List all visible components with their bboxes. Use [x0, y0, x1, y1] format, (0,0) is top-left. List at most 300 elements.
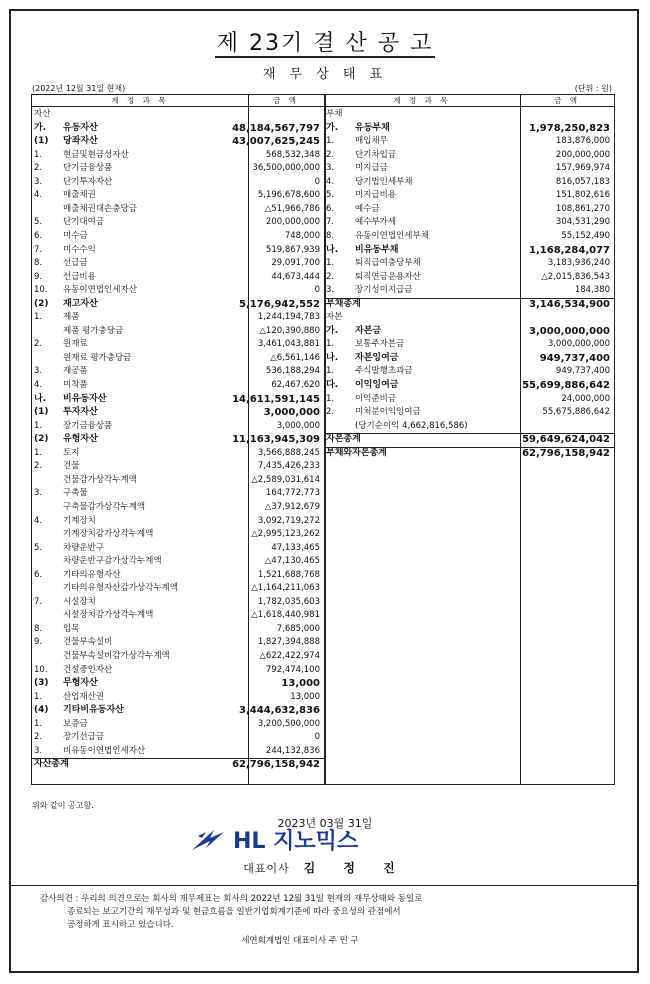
page-title: 제 23기 결 산 공 고 [216, 31, 434, 56]
table-row [32, 189, 324, 203]
table-row [324, 162, 614, 176]
account-label: 구축물감가상각누계액 [63, 501, 146, 512]
table-row [32, 338, 324, 352]
table-row [32, 149, 324, 163]
amount-value: 304,531,290 [555, 217, 610, 228]
table-row [32, 230, 324, 244]
row-number: 3. [34, 176, 43, 187]
table-row [324, 406, 614, 420]
row-number: 7. [34, 244, 43, 255]
account-label: 보증금 [63, 718, 88, 729]
table-row [32, 216, 324, 230]
table-row [324, 325, 614, 339]
table-row [32, 311, 324, 325]
amount-value: 949,737,400 [555, 366, 610, 377]
amount-value: 0 [314, 176, 320, 187]
table-row [32, 433, 324, 447]
amount-value: △6,561,146 [270, 352, 320, 363]
account-label: 장기선급금 [63, 732, 105, 743]
table-row [32, 284, 324, 298]
row-number: 5. [326, 190, 335, 201]
table-row [32, 501, 324, 515]
account-label: 부채총계 [326, 298, 361, 309]
account-label: 자본총계 [326, 434, 361, 445]
row-number: 2. [34, 163, 43, 174]
amount-value: 59,649,624,042 [522, 434, 610, 446]
row-number: 2. [326, 407, 335, 418]
auditor-signature: 세연회계법인 대표이사 주 민 구 [241, 936, 359, 946]
amount-value: 792,474,100 [265, 664, 320, 675]
account-label: 재공품 [63, 366, 88, 377]
account-label: 매출채권대손충당금 [63, 203, 137, 214]
table-row [32, 542, 324, 556]
amount-value: 536,188,294 [265, 366, 320, 377]
table-row [324, 433, 614, 447]
table-row [32, 555, 324, 569]
amount-value: △37,912,679 [264, 501, 320, 512]
account-label: 단기대여금 [63, 217, 105, 228]
amount-value: 200,000,000 [555, 149, 610, 160]
row-number: 1. [326, 136, 335, 147]
account-label: 선급금 [63, 258, 88, 269]
amount-value: 24,000,000 [561, 393, 610, 404]
account-label: 기계장치감가상각누계액 [63, 529, 154, 540]
row-number: 4. [34, 515, 43, 526]
total-divider [32, 758, 324, 759]
account-label: 건물감가상각누계액 [63, 474, 137, 485]
amount-value: 568,532,348 [265, 149, 320, 160]
row-number: 가. [326, 122, 339, 133]
table-row [32, 596, 324, 610]
account-label: 자본 [326, 312, 343, 323]
table-row [32, 758, 324, 772]
amount-value: △120,390,880 [259, 325, 320, 336]
table-row [32, 352, 324, 366]
table-row [324, 230, 614, 244]
ceo-signature [0, 859, 650, 876]
account-label: 당좌자산 [63, 136, 98, 147]
table-row [32, 718, 324, 732]
table-row [324, 379, 614, 393]
account-label: 장기성미지급금 [355, 285, 413, 296]
account-label: 유동부채 [355, 122, 390, 133]
amount-value: 1,827,394,888 [257, 637, 320, 648]
amount-value: 816,057,183 [555, 176, 610, 187]
row-number: 나. [326, 244, 339, 255]
account-label: 당기법인세부채 [355, 176, 413, 187]
amount-value: 55,152,490 [561, 230, 610, 241]
account-label: 재고자산 [63, 298, 98, 309]
account-label: 차량운반구 [63, 542, 105, 553]
amount-value: 1,168,284,077 [529, 244, 610, 256]
account-label: 토지 [63, 447, 80, 458]
row-number: 가. [34, 122, 47, 133]
account-label: 단기차입금 [355, 149, 397, 160]
row-number: 3. [34, 745, 43, 756]
table-row [324, 311, 614, 325]
row-number: 7. [326, 217, 335, 228]
account-label: 비유동부채 [355, 244, 399, 255]
amount-value: 11,163,945,309 [232, 434, 320, 446]
row-number: 3. [326, 285, 335, 296]
account-label: 자본금 [355, 325, 382, 336]
amount-value: 3,000,000 [276, 420, 320, 431]
amount-value: 3,000,000,000 [547, 339, 610, 350]
account-label: 유형자산 [63, 434, 98, 445]
table-row [32, 636, 324, 650]
amount-value: △622,422,974 [259, 651, 320, 661]
table-row [324, 257, 614, 271]
table-row [324, 352, 614, 366]
ceo-name: 김 정 진 [303, 861, 407, 875]
table-row [324, 271, 614, 285]
account-label: 비유동이연법인세자산 [63, 745, 146, 756]
row-number: 1. [326, 258, 335, 269]
audit-line: 종료되는 보고기간의 재무성과 및 현금흐름을 일반기업회계기준에 따라 중요성의 관점에서 [67, 907, 401, 917]
account-label: 매입채무 [355, 136, 388, 147]
header-right-item: 계 정 과 목 [324, 95, 520, 107]
table-row [32, 691, 324, 705]
account-label: 건물 [63, 461, 80, 472]
amount-value: 1,978,250,823 [529, 122, 610, 134]
amount-value: 244,132,836 [265, 745, 320, 756]
table-row [32, 474, 324, 488]
amount-value: 3,092,719,272 [257, 515, 320, 526]
table-row [32, 704, 324, 718]
account-label: 예수부가세 [355, 217, 397, 228]
amount-value: △2,015,836,543 [541, 271, 610, 282]
account-label: 미수수익 [63, 244, 96, 255]
amount-value: 164,772,773 [265, 488, 320, 499]
row-number: 2. [34, 732, 43, 743]
row-number: 1. [326, 393, 335, 404]
amount-value: 949,737,400 [539, 352, 610, 364]
account-label: 구축물 [63, 488, 88, 499]
amount-value: 36,500,000,000 [252, 163, 320, 174]
table-row [32, 406, 324, 420]
account-label: 비유동자산 [63, 393, 107, 404]
row-number: 3. [34, 488, 43, 499]
amount-value: 1,521,688,768 [257, 569, 320, 580]
table-row [324, 149, 614, 163]
row-number: 1. [34, 149, 43, 160]
table-row [324, 447, 614, 461]
statement-subtitle: 재 무 상 태 표 [262, 67, 388, 82]
table-row [32, 135, 324, 149]
row-number: 1. [34, 312, 43, 323]
row-number: 1. [34, 718, 43, 729]
logo-text: HL 지노믹스 [233, 829, 359, 854]
row-number: 2. [34, 461, 43, 472]
account-label: 산업재산권 [63, 691, 105, 702]
table-row [32, 298, 324, 312]
table-row [32, 460, 324, 474]
closing-text: 위와 같이 공고함. [32, 801, 94, 810]
row-number: 가. [326, 325, 339, 336]
table-row [32, 487, 324, 501]
amount-value: 3,461,043,881 [257, 339, 320, 350]
amount-value: 3,444,632,836 [239, 705, 320, 717]
row-number: 8. [34, 623, 43, 634]
table-row [32, 365, 324, 379]
row-number: 5. [34, 542, 43, 553]
table-row [324, 216, 614, 230]
account-label: 현금및현금성자산 [63, 149, 129, 160]
amount-value: 184,380 [574, 285, 610, 296]
account-label: 시설장치감가상각누계액 [63, 610, 154, 621]
amount-value: 108,861,270 [555, 203, 610, 214]
amount-value: 1,782,035,603 [257, 596, 320, 607]
amount-value: 13,000 [281, 678, 320, 690]
row-number: 4. [34, 190, 43, 201]
header-left-amount: 금 액 [248, 95, 324, 107]
table-row [32, 379, 324, 393]
row-number: 10. [34, 285, 48, 296]
amount-value: △47,130,465 [264, 556, 320, 567]
row-number: 6. [34, 569, 43, 580]
row-number: (3) [34, 678, 49, 689]
balance-sheet-table [31, 94, 615, 785]
total-divider [324, 298, 614, 299]
account-label: 기타의유형자산감가상각누계액 [63, 583, 178, 594]
account-label: 유동이연법인세부채 [355, 230, 429, 241]
table-row [32, 731, 324, 745]
row-number: 9. [34, 637, 43, 648]
table-row [32, 650, 324, 664]
account-label: 자산총계 [34, 759, 69, 770]
row-number: 1. [34, 447, 43, 458]
row-number: 9. [34, 271, 43, 282]
account-label: 부채와자본총계 [326, 447, 387, 458]
row-number: 2. [34, 339, 43, 350]
total-divider [324, 447, 614, 448]
account-label: 매출채권 [63, 190, 96, 201]
audit-line: 공정하게 표시하고 있습니다. [67, 920, 174, 930]
table-row [32, 203, 324, 217]
amount-value: 14,611,591,145 [232, 393, 320, 405]
row-number: 3. [34, 366, 43, 377]
amount-value: 62,467,620 [271, 380, 320, 390]
amount-value: 183,876,000 [555, 136, 610, 147]
amount-value: 0 [314, 732, 320, 743]
amount-value: 3,200,500,000 [257, 718, 320, 729]
table-row [32, 528, 324, 542]
amount-value: 48,184,567,797 [232, 122, 320, 134]
company-logo [188, 826, 448, 854]
amount-value: 55,699,886,642 [522, 380, 610, 391]
amount-value: 13,000 [290, 691, 320, 702]
account-label: 시설장치 [63, 596, 96, 607]
amount-value: 3,000,000,000 [529, 325, 610, 337]
amount-value: 200,000,000 [265, 217, 320, 228]
amount-value: 47,133,465 [271, 542, 320, 553]
account-label: 이익잉여금 [355, 380, 399, 390]
table-row [324, 338, 614, 352]
table-row [32, 664, 324, 678]
account-label: 임목 [63, 623, 80, 634]
amount-value: 62,796,158,942 [522, 447, 610, 459]
row-number: 4. [326, 176, 335, 187]
table-row [32, 393, 324, 407]
row-number: (4) [34, 705, 49, 716]
account-label: 부채 [326, 109, 343, 119]
table-row [32, 244, 324, 258]
amount-value: 44,673,444 [271, 271, 320, 282]
table-row [324, 365, 614, 379]
row-number: (2) [34, 298, 49, 309]
account-label: 주식발행초과금 [355, 366, 413, 377]
amount-value: 0 [314, 285, 320, 296]
table-row [32, 609, 324, 623]
account-label: 장기금융상품 [63, 420, 113, 431]
row-number: 6. [326, 203, 335, 214]
account-label: 미지급비용 [355, 190, 397, 201]
audit-line: 감사의견 : 우리의 의견으로는 회사의 재무제표는 회사의 2022년 12월 31일 현재의 재무상태와 동일로 [40, 894, 423, 904]
amount-value: 62,796,158,942 [232, 759, 320, 771]
account-label: 유동자산 [63, 122, 98, 133]
table-row [324, 122, 614, 136]
table-row [324, 203, 614, 217]
account-label: 자본잉여금 [355, 352, 399, 363]
row-number: 1. [34, 420, 43, 431]
row-number: 4. [34, 380, 43, 390]
table-row [32, 176, 324, 190]
row-number: 3. [326, 163, 335, 174]
header-left-item: 계 정 과 목 [32, 95, 248, 107]
row-number: (2) [34, 434, 49, 445]
amount-value: 151,802,616 [555, 190, 610, 201]
audit-opinion [40, 893, 540, 932]
amount-value: 43,007,625,245 [232, 136, 320, 148]
amount-value: △51,966,786 [264, 203, 320, 214]
table-row [32, 108, 324, 122]
row-number: (1) [34, 136, 49, 147]
table-row [32, 271, 324, 285]
table-row [32, 582, 324, 596]
account-label: 단기금융상품 [63, 163, 113, 174]
amount-value: 7,435,426,233 [257, 461, 320, 472]
amount-value: 29,091,700 [271, 258, 320, 269]
account-label: 제품 평가충당금 [63, 325, 124, 336]
row-number: 나. [34, 393, 47, 404]
account-label: 원재료 평가충당금 [63, 352, 132, 363]
account-label: 미수금 [63, 230, 88, 241]
table-row [324, 244, 614, 258]
table-row [32, 257, 324, 271]
account-label: 건설중인자산 [63, 664, 113, 675]
account-label: 기타의유형자산 [63, 569, 121, 580]
account-label: 유동이연법인세자산 [63, 285, 137, 296]
account-label: 미지급금 [355, 163, 388, 174]
table-row [32, 515, 324, 529]
account-label: 예수금 [355, 203, 380, 214]
amount-value: 55,675,886,642 [542, 407, 610, 418]
account-label: 선급비용 [63, 271, 96, 282]
amount-value: 3,566,888,245 [257, 447, 320, 458]
account-label: 미착품 [63, 380, 88, 390]
amount-value: 748,000 [284, 230, 320, 241]
row-number: 다. [326, 380, 339, 390]
account-label: 이익준비금 [355, 393, 397, 404]
account-label: 퇴직급여충당부채 [355, 258, 421, 269]
row-number: 8. [326, 230, 335, 241]
table-row [32, 745, 324, 759]
date-note: (2022년 12월 31일 현재) [32, 84, 126, 93]
table-row [32, 569, 324, 583]
amount-value: 3,183,936,240 [547, 258, 610, 269]
table-row [324, 393, 614, 407]
table-row [324, 298, 614, 312]
row-number: 1. [34, 691, 43, 702]
account-label: 기계장치 [63, 515, 96, 526]
row-number: 1. [326, 339, 335, 350]
account-label: (당기순이익 4,662,816,586) [355, 420, 468, 431]
table-row [324, 420, 614, 434]
account-label: 투자자산 [63, 407, 98, 418]
swoosh-icon [192, 830, 224, 850]
account-label: 자산 [34, 109, 51, 119]
account-label: 퇴직연금운용자산 [355, 271, 421, 282]
publish-date: 2023년 03월 31일 [277, 817, 373, 830]
total-divider [324, 433, 614, 434]
account-label: 건물부속설비 [63, 637, 113, 648]
amount-value: 157,969,974 [555, 163, 610, 174]
table-row [324, 135, 614, 149]
amount-value: △2,995,123,262 [251, 529, 320, 540]
row-number: 5. [34, 217, 43, 228]
ceo-title: 대표이사 [243, 862, 290, 875]
row-number: (1) [34, 407, 49, 418]
unit-note: (단위 : 원) [574, 84, 612, 93]
table-row [32, 122, 324, 136]
amount-value: 7,685,000 [276, 623, 320, 634]
amount-value: 3,146,534,900 [529, 298, 610, 310]
table-row [32, 325, 324, 339]
amount-value: 5,196,678,600 [257, 190, 320, 201]
table-row [32, 677, 324, 691]
header-right-amount: 금 액 [520, 95, 614, 107]
table-row [32, 162, 324, 176]
amount-value: 5,176,942,552 [239, 298, 320, 310]
divider [11, 885, 639, 886]
account-label: 차량운반구감가상각누계액 [63, 556, 162, 567]
amount-value: △1,164,211,063 [251, 583, 320, 594]
row-number: 2. [326, 149, 335, 160]
table-row [324, 189, 614, 203]
row-number: 나. [326, 352, 339, 363]
account-label: 미처분이익잉여금 [355, 407, 421, 418]
row-number: 7. [34, 596, 43, 607]
row-number: 8. [34, 258, 43, 269]
table-row [32, 420, 324, 434]
account-label: 원재료 [63, 339, 88, 350]
amount-value: 1,244,194,783 [257, 312, 320, 323]
table-row [32, 447, 324, 461]
account-label: 보통주자본금 [355, 339, 405, 350]
table-row [324, 284, 614, 298]
account-label: 건물부속설비감가상각누계액 [63, 651, 170, 661]
amount-value: 519,867,939 [265, 244, 320, 255]
row-number: 1. [326, 366, 335, 377]
account-label: 기타비유동자산 [63, 705, 124, 716]
row-number: 10. [34, 664, 48, 675]
account-label: 제품 [63, 312, 80, 323]
table-row [324, 108, 614, 122]
table-row [324, 176, 614, 190]
row-number: 2. [326, 271, 335, 282]
table-row [32, 623, 324, 637]
amount-value: △2,589,031,614 [251, 474, 320, 485]
